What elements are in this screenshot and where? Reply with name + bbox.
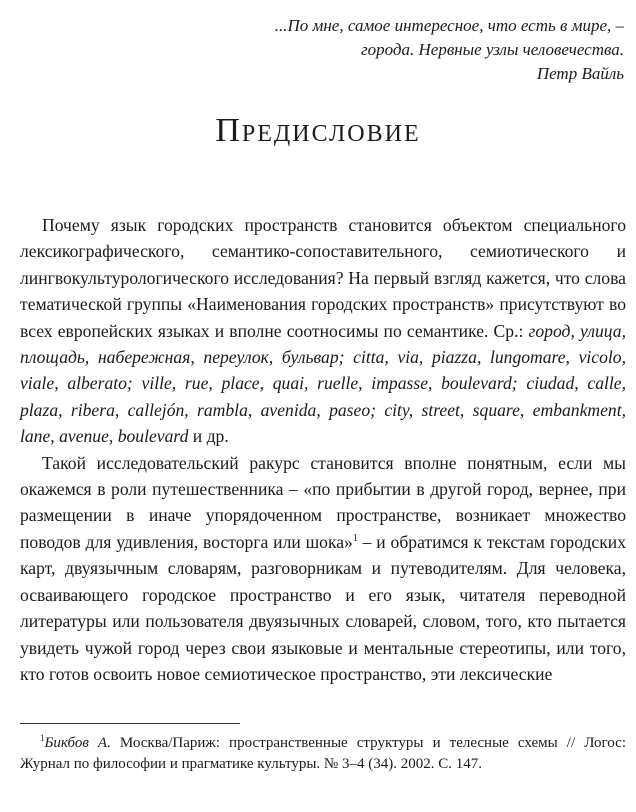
paragraph-1 xyxy=(20,212,626,450)
epigraph-author: Петр Вайль xyxy=(536,64,624,83)
chapter-title: Предисловие xyxy=(215,112,421,149)
paragraph-1-text: Почему язык городских пространств становится объектом специального лексикографического, семантико-сопоставительного, семиотического и лингвокультурологического исследования? На первый взгляд кажется, что слова тематической группы «Наименования городских пространств» присутствуют во всех европейских языках и вполне соотносимы по семантике. Ср.: xyxy=(20,215,626,341)
epigraph xyxy=(64,14,624,86)
paragraph-2-continuation: – и обратимся к текстам городских карт, двуязычным словарям, разговорникам и путеводителям. Для человека, осваивающего городское пространство и его язык, читателя переводной литературы или пользователя двуязычных словарей, словом, того, кто пытается увидеть чужой город через свои языковые и ментальные стереотипы, или того, кто готов освоить новое семиотическое пространство, эти лексические xyxy=(20,531,627,684)
epigraph-line-2: города. Нервные узлы человечества. xyxy=(361,40,624,59)
footnote-divider xyxy=(20,723,240,724)
paragraph-2-text: Такой исследовательский ракурс становится вполне понятным, если мы окажемся в роли путешественника – «по прибытии в другой город, вернее, при размещении в иначе упорядоченном пространстве, возникает множество поводов для удивления, восторга или шока» xyxy=(20,452,626,552)
body-text xyxy=(20,212,626,687)
paragraph-2 xyxy=(20,450,626,688)
epigraph-line-1: ...По мне, самое интересное, что есть в мире, – xyxy=(274,16,624,35)
footnote-mark: 1 xyxy=(40,733,45,743)
footnote-text: Москва/Париж: пространственные структуры и телесные схемы // Логос: Журнал по философии и прагматике культуры. № 3–4 (34). 2002. С. 147. xyxy=(20,735,626,772)
footnote-reference: 1 xyxy=(352,532,358,544)
footnote-author: Бикбов А. xyxy=(44,735,111,751)
paragraph-1-end: и др. xyxy=(188,426,229,447)
footnote xyxy=(20,733,626,775)
paragraph-1-examples: город, улица, площадь, набережная, переулок, бульвар; citta, via, piazza, lungomare, vicolo, viale, alberato; ville, rue, place, quai, ruelle, impasse, boulevard; ciudad, calle, plaza, ribera, callejón, rambla, avenida, paseo; city, street, square, embankment, lane, avenue, boulevard xyxy=(20,320,626,447)
